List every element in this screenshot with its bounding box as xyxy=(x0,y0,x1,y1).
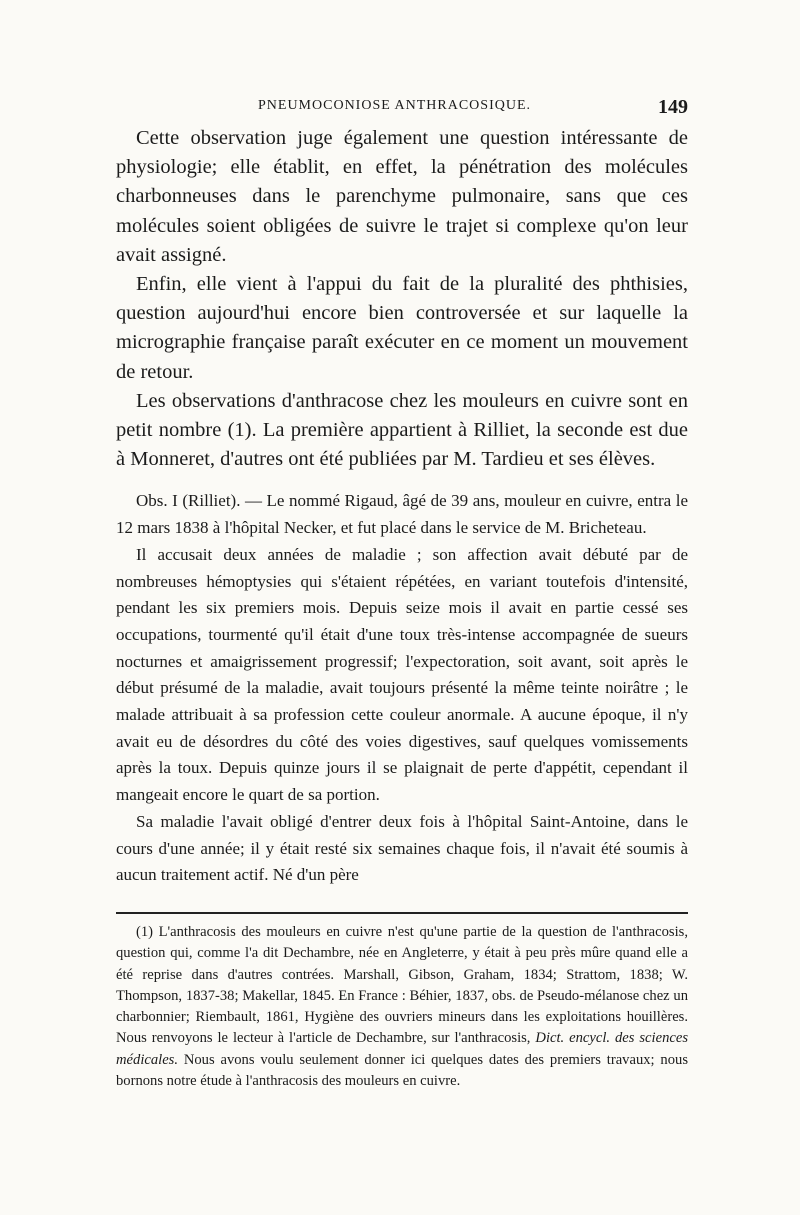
observation-paragraph: Il accusait deux années de maladie ; son affection avait débuté par de nombreuses hémoptysies qui s'étaient répétées, en variant toutefois d'intensité, pendant les six premiers mois. Depuis seize mois il avait en partie cessé ses occupations, tourmenté qu'il était d'une toux très-intense accompagnée de sueurs nocturnes et amaigrissement progressif; l'expectoration, soit avant, soit après le début présumé de la maladie, avait toujours présenté la même teinte noirâtre ; le malade attribuait à sa profession cette couleur anormale. A aucune époque, il n'y avait eu de désordres du côté des voies digestives, sauf quelques vomissements après la toux. Depuis quinze jours il se plaignait de perte d'appétit, cependant il mangeait encore le quart de sa portion. xyxy=(116,544,688,805)
observation-paragraph: Obs. I (Rilliet). — Le nommé Rigaud, âgé de 39 ans, mouleur en cuivre, entra le 12 mars 1838 à l'hôpital Necker, et fut placé dans le service de M. Bricheteau. xyxy=(116,491,688,538)
footnote-text-end: Nous avons voulu seulement donner ici quelques dates des premiers travaux; nous bornons notre étude à l'anthracosis des mouleurs en cuivre. xyxy=(116,1051,688,1090)
page-number: 149 xyxy=(658,96,688,118)
observation-text xyxy=(116,488,688,889)
paragraph: Cette observation juge également une question intéressante de physiologie; elle établit, en effet, la pénétration des molécules charbonneuses dans le parenchyme pulmonaire, sans que ces molécules soient obligées de suivre le trajet si complexe qu'on leur avait assigné. xyxy=(116,127,688,266)
body-text xyxy=(116,124,688,889)
running-head xyxy=(118,96,688,120)
footnote-rule xyxy=(116,912,688,914)
main-text xyxy=(116,124,688,474)
observation-paragraph: Sa maladie l'avait obligé d'entrer deux fois à l'hôpital Saint-Antoine, dans le cours d'une année; il y était resté six semaines chaque fois, il n'avait été soumis à aucun traitement actif. Né d'un père xyxy=(116,811,688,885)
paragraph: Enfin, elle vient à l'appui du fait de la pluralité des phthisies, question aujourd'hui encore bien controversée et sur laquelle la micrographie française paraît exécuter en ce moment un mouvement de retour. xyxy=(116,273,688,383)
footnote-text: (1) L'anthracosis des mouleurs en cuivre n'est qu'une partie de la question de l'anthracosis, question qui, comme l'a dit Dechambre, née en Angleterre, y était à peu près mûre quand elle a été reprise dans d'autres contrées. Marshall, Gibson, Graham, 1834; Strattom, 1838; W. Thompson, 1837-38; Makellar, 1845. En France : Béhier, 1837, obs. de Pseudo-mélanose chez un charbonnier; Riembault, 1861, Hygiène des ouvriers mineurs dans les exploitations houillères. Nous renvoyons le lecteur à l'article de Dechambre, sur l'anthracosis, xyxy=(116,924,688,1047)
running-title: PNEUMOCONIOSE ANTHRACOSIQUE. xyxy=(258,98,532,113)
footnote-citation: Dict. encycl. des sciences médicales. xyxy=(116,1030,688,1068)
footnote xyxy=(116,922,688,1092)
paragraph: Les observations d'anthracose chez les mouleurs en cuivre sont en petit nombre (1). La première appartient à Rilliet, la seconde est due à Monneret, d'autres ont été publiées par M. Tardieu et ses élèves. xyxy=(116,389,688,471)
